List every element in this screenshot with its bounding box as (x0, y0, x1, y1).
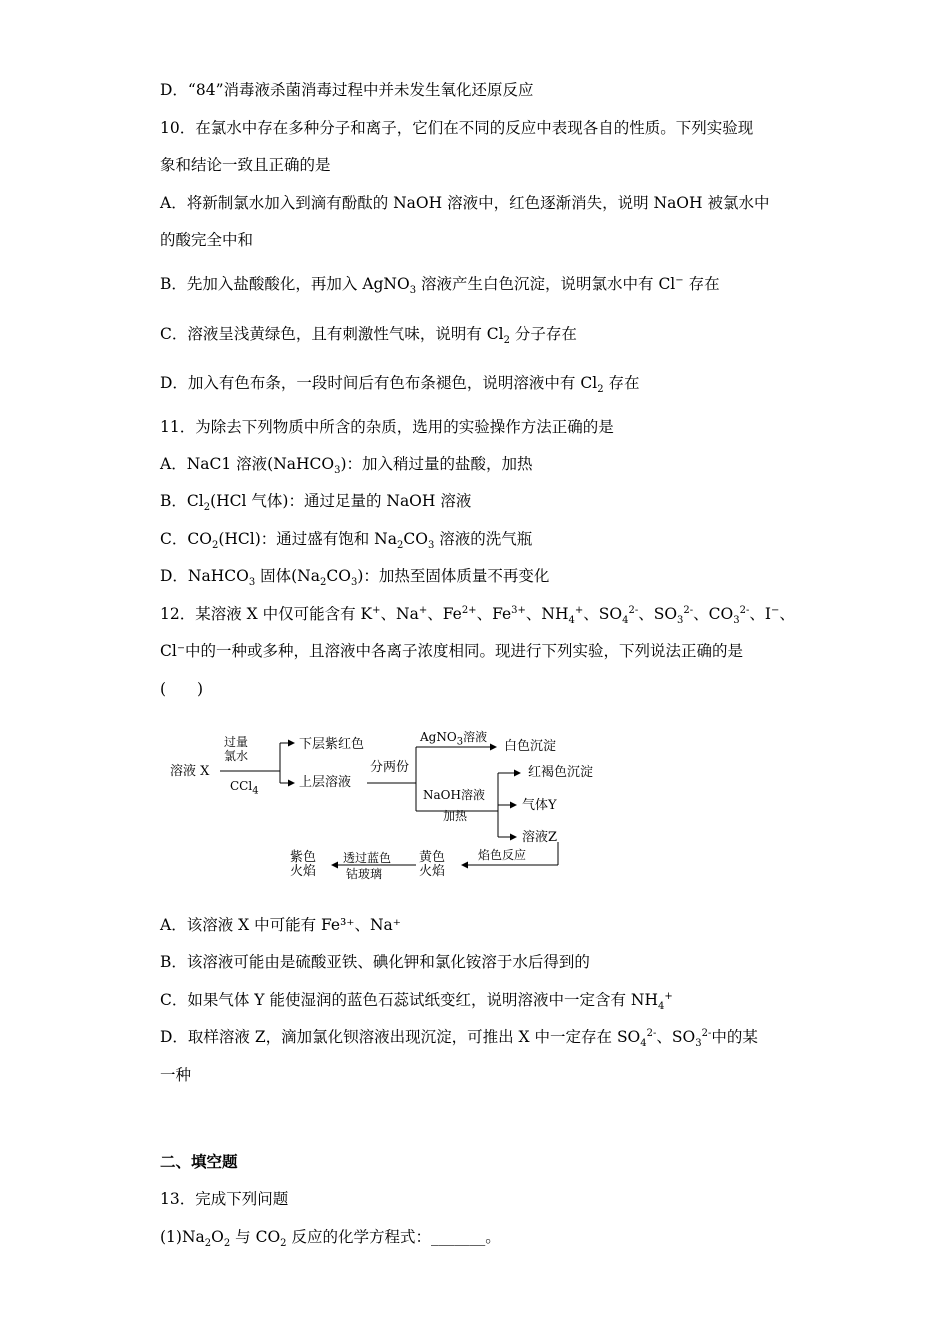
q12-option-a: A．该溶液 X 中可能有 Fe³⁺、Na⁺ (160, 916, 401, 934)
q12-stem-line3: ( ) (160, 680, 204, 698)
solution-x-label: 溶液 X (170, 764, 210, 779)
upper-layer-label: 上层溶液 (299, 775, 352, 790)
q12-stem-line2: Cl⁻中的一种或多种，且溶液中各离子浓度相同。现进行下列实验，下列说法正确的是 (160, 642, 744, 660)
purple-label: 紫色 (290, 850, 317, 865)
flame-label: 火焰 (419, 864, 446, 879)
white-precipitate-label: 白色沉淀 (504, 739, 557, 754)
agno3-label: AgNO$_3$溶液 (420, 730, 488, 748)
section-heading: 二、填空题 (160, 1152, 238, 1171)
q10-stem-line1: 10．在氯水中存在多种分子和离子，它们在不同的反应中表现各自的性质。下列实验现 (160, 119, 754, 137)
lower-layer-label: 下层紫红色 (299, 737, 365, 752)
ccl4-label: CCl$_4$ (230, 779, 259, 797)
q10-stem-line2: 象和结论一致且正确的是 (160, 156, 331, 174)
q10-option-b: B．先加入盐酸酸化，再加入 AgNO$_3$ 溶液产生白色沉淀，说明氯水中有 Cl− 存在 (160, 274, 720, 297)
q12-option-c: C．如果气体 Y 能使湿润的蓝色石蕊试纸变红，说明溶液中一定含有 $NH_4^+$ (160, 990, 673, 1013)
solution-z-label: 溶液Z (522, 830, 558, 845)
naoh-label: NaOH溶液 (423, 788, 485, 802)
red-brown-precipitate-label: 红褐色沉淀 (528, 765, 594, 780)
q10-option-c: C．溶液呈浅黄绿色，且有刺激性气味，说明有 $Cl_2$ 分子存在 (160, 325, 577, 347)
gas-y-label: 气体Y (522, 798, 557, 813)
q11-option-b: B．$Cl_2(HCl$ 气体)：通过足量的 NaOH 溶液 (160, 492, 472, 514)
q11-stem: 11．为除去下列物质中所含的杂质，选用的实验操作方法正确的是 (160, 418, 614, 436)
flame2-label: 火焰 (290, 864, 317, 879)
q12-option-d-line2: 一种 (160, 1066, 192, 1084)
q12-option-b: B．该溶液可能由是硫酸亚铁、碘化钾和氯化铵溶于水后得到的 (160, 953, 590, 971)
q11-option-a: A．NaC1 溶液(NaHCO$_3$)：加入稍过量的盐酸，加热 (160, 455, 533, 477)
q10-option-a-line2: 的酸完全中和 (160, 231, 254, 249)
chlorine-water-label: 氯水 (224, 749, 249, 763)
flame-test-label: 焰色反应 (478, 848, 527, 862)
q13-stem: 13．完成下列问题 (160, 1190, 289, 1208)
through-blue-label: 透过蓝色 (343, 851, 392, 865)
q10-option-d: D．加入有色布条，一段时间后有色布条褪色，说明溶液中有 $Cl_2$ 存在 (160, 374, 640, 396)
q11-option-c: C．$CO_2(HCl)$：通过盛有饱和 $Na_2CO_3$ 溶液的洗气瓶 (160, 530, 533, 552)
q11-option-d: D．NaHCO$_3$ 固体$(Na_2CO_3)$：加热至固体质量不再变化 (160, 567, 550, 589)
heat-label: 加热 (443, 809, 468, 823)
cobalt-glass-label: 钴玻璃 (346, 867, 383, 881)
yellow-label: 黄色 (419, 850, 446, 865)
excess-label: 过量 (224, 735, 249, 749)
q12-stem-line1: 12．某溶液 X 中仅可能含有 K+、Na+、$Fe^{2+}$、$Fe^{3+}$、$NH_4^+$、$SO_4^{2-}$、$SO_3^{2-}$、$CO_3^{2-}$、I−、 (160, 604, 795, 627)
q12-flow-diagram (160, 725, 630, 885)
q9-option-d: D．“84”消毒液杀菌消毒过程中并未发生氧化还原反应 (160, 81, 534, 99)
q10-option-a-line1: A．将新制氯水加入到滴有酚酞的 NaOH 溶液中，红色逐渐消失，说明 NaOH 被氯水中 (160, 194, 770, 212)
q12-option-d: D．取样溶液 Z，滴加氯化钡溶液出现沉淀，可推出 X 中一定存在 $SO_4^{2-}$、$SO_3^{2-}$中的某 (160, 1027, 758, 1050)
split-two-label: 分两份 (370, 760, 410, 775)
q13-part1: $(1)Na_2O_2$ 与 $CO_2$ 反应的化学方程式：_______。 (160, 1228, 501, 1250)
